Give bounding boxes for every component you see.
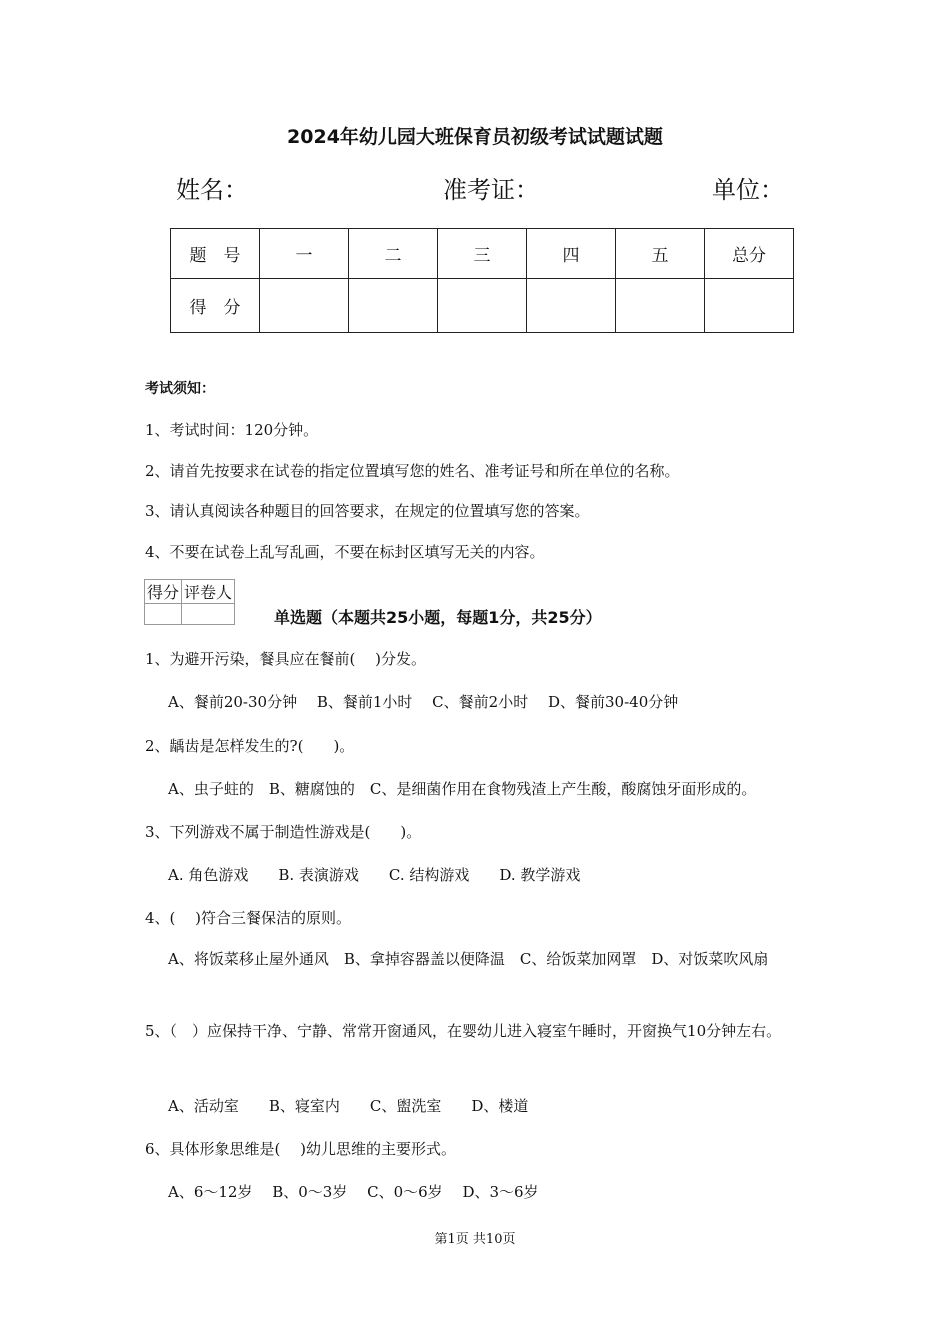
- question-4-options: A、将饭菜移止屋外通风 B、拿掉容器盖以便降温 C、给饭菜加网罩 D、对饭菜吹风扇: [168, 950, 769, 968]
- score-row-label: 得 分: [171, 279, 260, 333]
- grader-score-blank[interactable]: [145, 604, 182, 625]
- notice-item: 1、考试时间：120分钟。: [145, 421, 319, 439]
- score-blank-1[interactable]: [260, 279, 349, 333]
- question-1: 1、为避开污染，餐具应在餐前( )分发。: [145, 650, 427, 668]
- question-2: 2、龋齿是怎样发生的?( )。: [145, 737, 355, 755]
- question-5-options: A、活动室 B、寝室内 C、盥洗室 D、楼道: [168, 1097, 529, 1115]
- grader-name-label: 评卷人: [182, 580, 235, 604]
- score-blank-total[interactable]: [705, 279, 794, 333]
- notice-item: 4、不要在试卷上乱写乱画，不要在标封区填写无关的内容。: [145, 543, 545, 561]
- score-table-header-row: [171, 229, 794, 279]
- question-5: 5、（ ）应保持干净、宁静、常常开窗通风，在婴幼儿进入寝室午睡时，开窗换气10分钟左右。: [145, 1022, 782, 1040]
- unit-label: 单位：: [712, 176, 784, 204]
- notice-heading: 考试须知：: [145, 381, 215, 397]
- score-cell-total: 总分: [705, 229, 794, 279]
- score-cell-4: 四: [527, 229, 616, 279]
- grader-score-label: 得分: [145, 580, 182, 604]
- score-cell-2: 二: [349, 229, 438, 279]
- question-2-options: A、虫子蛀的 B、糖腐蚀的 C、是细菌作用在食物残渣上产生酸，酸腐蚀牙面形成的。: [168, 780, 757, 798]
- score-cell-1: 一: [260, 229, 349, 279]
- question-1-options: A、餐前20-30分钟 B、餐前1小时 C、餐前2小时 D、餐前30-40分钟: [168, 693, 679, 711]
- score-blank-4[interactable]: [527, 279, 616, 333]
- page-title: 2024年幼儿园大班保育员初级考试试题试题: [287, 126, 663, 148]
- question-6-options: A、6～12岁 B、0～3岁 C、0～6岁 D、3～6岁: [168, 1183, 539, 1201]
- exam-id-label: 准考证：: [443, 176, 539, 204]
- grader-table: [144, 579, 235, 625]
- page-footer: 第1页 共10页: [434, 1232, 516, 1247]
- score-cell-3: 三: [438, 229, 527, 279]
- score-cell-label: 题 号: [171, 229, 260, 279]
- score-table: [170, 228, 794, 333]
- notice-item: 2、请首先按要求在试卷的指定位置填写您的姓名、准考证号和所在单位的名称。: [145, 462, 680, 480]
- score-blank-5[interactable]: [616, 279, 705, 333]
- score-blank-2[interactable]: [349, 279, 438, 333]
- question-4: 4、( )符合三餐保洁的原则。: [145, 909, 352, 927]
- score-table-score-row: [171, 279, 794, 333]
- section-title: 单选题（本题共25小题，每题1分，共25分）: [274, 608, 602, 627]
- question-6: 6、具体形象思维是( )幼儿思维的主要形式。: [145, 1140, 457, 1158]
- notice-item: 3、请认真阅读各种题目的回答要求，在规定的位置填写您的答案。: [145, 502, 590, 520]
- question-3-options: A. 角色游戏 B. 表演游戏 C. 结构游戏 D. 教学游戏: [168, 866, 581, 884]
- score-cell-5: 五: [616, 229, 705, 279]
- grader-name-blank[interactable]: [182, 604, 235, 625]
- name-label: 姓名：: [176, 176, 248, 204]
- score-blank-3[interactable]: [438, 279, 527, 333]
- question-3: 3、下列游戏不属于制造性游戏是( )。: [145, 823, 422, 841]
